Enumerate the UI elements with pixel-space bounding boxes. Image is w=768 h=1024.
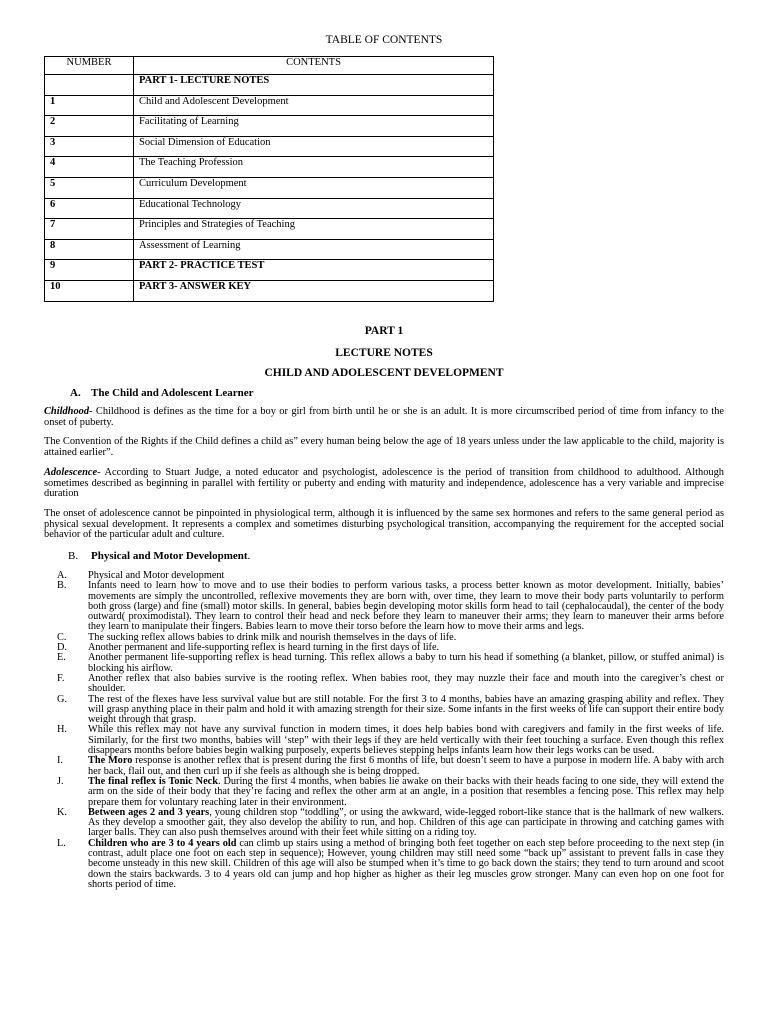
- list-item-marker: K.: [57, 806, 68, 818]
- toc-row-title: Educational Technology: [134, 198, 494, 219]
- toc-row: [45, 95, 494, 116]
- childhood-paragraph: [44, 407, 724, 428]
- toc-row-number: 9: [45, 260, 134, 281]
- list-item-text: Physical and Motor development: [88, 570, 225, 581]
- list-item-marker: H.: [57, 724, 68, 736]
- section-b-title: [91, 550, 250, 562]
- part-heading: CHILD AND ADOLESCENT DEVELOPMENT: [264, 367, 504, 379]
- section-b-title-suffix: .: [247, 550, 251, 562]
- list-item: [57, 806, 725, 839]
- list-item: [57, 755, 725, 777]
- toc-row-number: 8: [45, 239, 134, 260]
- toc-row-title: PART 1- LECTURE NOTES: [134, 75, 494, 96]
- adolescence-paragraph: [44, 468, 724, 500]
- list-item-text: Another reflex that also babies survive is the rooting reflex. When babies root, they may nuzzle their face and mouth into the caregiver’s chest or shoulder.: [88, 672, 724, 695]
- list-item: [57, 672, 724, 695]
- toc-title: TABLE OF CONTENTS: [325, 34, 443, 46]
- list-item: [57, 652, 724, 674]
- section-a-marker: A.: [70, 387, 81, 399]
- part-subtitle: LECTURE NOTES: [335, 347, 433, 359]
- toc-header-contents: CONTENTS: [134, 57, 494, 75]
- toc-row: [45, 177, 494, 198]
- adolescence-text: - According to Stuart Judge, a noted educator and psychologist, adolescence is the period of transition from childhood to adulthood. Although sometimes described as beginning in parallel with fertility or puberty and ending with maturity and independence, adolescence has a very variable and imprecise duration: [44, 467, 724, 500]
- toc-row-title: Assessment of Learning: [134, 239, 494, 260]
- childhood-term: Childhood: [44, 406, 90, 417]
- toc-row: [45, 239, 494, 260]
- list-item-marker: G.: [57, 693, 68, 705]
- list-item-text: While this reflex may not have any survival function in modern times, it does help babies bond with caregivers and family in the first weeks of life. Similarly, for the first two months, babies will ‘step” with their legs if they are held vertically with their feet touching a surface. Even though this reflex disappears months before babies begin walking purposely, experts believes stepping helps infants learn how their legs works can be used.: [88, 724, 724, 757]
- toc-row-title: The Teaching Profession: [134, 157, 494, 178]
- toc-row-number: 7: [45, 219, 134, 240]
- toc-row: [45, 136, 494, 157]
- onset-paragraph: The onset of adolescence cannot be pinpointed in physiological term, although it is influenced by the same sex hormones and refers to the same general period as physical sexual development. It represents a complex and sometimes disturbing psychological transition, accompanying the requirement for the accepted social behavior of the particular adult and culture.: [44, 508, 724, 541]
- list-item-marker: B.: [57, 580, 67, 592]
- list-item-text: The rest of the flexes have less survival value but are still notable. For the first 3 to 4 months, babies have an amazing grasping ability and reflex. They will grasp anything place in their palm and hold it with amazing strength for their size. Some infants in the first weeks of life can support their entire body weight through that grasp.: [88, 693, 724, 726]
- toc-row-title: PART 3- ANSWER KEY: [134, 280, 494, 301]
- toc-row: [45, 116, 494, 137]
- list-item-marker: D.: [57, 642, 68, 654]
- toc-row-number: 4: [45, 157, 134, 178]
- list-item: [57, 693, 724, 726]
- list-item-marker: A.: [57, 570, 68, 581]
- childhood-text: - Childhood is defines as the time for a boy or girl from birth until he or she is an adult. It is more circumscribed period of time from infancy to the onset of puberty.: [44, 406, 724, 428]
- list-item-marker: J.: [57, 775, 64, 787]
- list-item-marker: C.: [57, 631, 67, 643]
- toc-row-number: 3: [45, 136, 134, 157]
- toc-row-number: 10: [45, 280, 134, 301]
- list-item-lead: The Moro: [88, 755, 133, 767]
- list-item-marker: I.: [57, 755, 64, 767]
- toc-row: [45, 75, 494, 96]
- part-label: PART 1: [364, 325, 404, 337]
- section-b-marker: B.: [68, 550, 79, 562]
- toc-header-number: NUMBER: [45, 57, 134, 75]
- toc-table: [44, 56, 494, 302]
- list-item-marker: F.: [57, 672, 65, 684]
- motor-development-list: [57, 570, 725, 890]
- list-item-marker: L.: [57, 837, 66, 849]
- toc-row-title: Facilitating of Learning: [134, 116, 494, 137]
- toc-row-title: PART 2- PRACTICE TEST: [134, 260, 494, 281]
- list-item-text: response is another reflex that is present during the first 6 months of life, but doesn’t seem to have a purpose in modern life. A baby with arch her back, flail out, and then curl up if she feels as although she is being dropped.: [88, 755, 725, 777]
- list-item-lead: Children who are 3 to 4 years old: [88, 837, 237, 849]
- toc-header-row: [45, 57, 494, 75]
- list-item: [57, 775, 724, 808]
- list-item-text: The sucking reflex allows babies to drink milk and nourish themselves in the days of life.: [88, 631, 457, 643]
- adolescence-term: Adolescence: [44, 467, 98, 478]
- toc-row-title: Principles and Strategies of Teaching: [134, 219, 494, 240]
- list-item-lead: The final reflex is Tonic Neck: [88, 775, 218, 787]
- list-item: [57, 580, 724, 633]
- toc-row: [45, 219, 494, 240]
- toc-row-number: 6: [45, 198, 134, 219]
- list-item-text: Another permanent and life-supporting reflex is heard turning in the first days of life.: [88, 642, 440, 654]
- list-item-text: . During the first 4 months, when babies lie awake on their backs with their heads facing to one side, they will extend the arm on the side of their body that they’re facing and reflex the other arm at an angle, in a position that resembles a fencing pose. This reflex may help prepare them for voluntary reaching later in their environment.: [88, 775, 724, 808]
- toc-row-number: 5: [45, 177, 134, 198]
- list-item: [57, 724, 724, 757]
- toc-row-title: Child and Adolescent Development: [134, 95, 494, 116]
- list-item-text: Another permanent life-supporting reflex is head turning. This reflex allows a baby to turn his head if something (a blanket, pillow, or stuffed animal) is blocking his airflow.: [88, 652, 724, 674]
- toc-row: [45, 198, 494, 219]
- toc-row-title: Curriculum Development: [134, 177, 494, 198]
- list-item-marker: E.: [57, 652, 66, 664]
- toc-row: [45, 260, 494, 281]
- toc-row-title: Social Dimension of Education: [134, 136, 494, 157]
- toc-row-number: [45, 75, 134, 96]
- list-item-lead: Between ages 2 and 3 years: [88, 806, 210, 818]
- section-b-title-text: Physical and Motor Development: [91, 550, 248, 562]
- list-item-text: Infants need to learn how to move and to use their bodies to perform various tasks, a process better known as motor development. Initially, babies’ movements are simply the uncontrolled, reflexive movements they are born with, over time, they learn to move their body parts voluntarily to perform both gross (large) and fine (small) motor skills. In general, babies begin developing motor skills form head to tail (cephalocaudal), the center of the body outward( proximodistal). They learn to control their head and neck before they learn to maneuver their arms; they learn to maneuver their arms before they learn to manipulate their fingers. Babies learn to move their torso before the learn how to move their arms and legs.: [88, 580, 724, 633]
- list-item-text: , young children stop “toddling”, or using the awkward, wide-legged robort-like stance that is the hallmark of new walkers. As they develop a smoother gait, they also develop the ability to run, and hop. Children of this age can participate in throwing and catching games with larger balls. They can also push themselves around with their feet while sitting on a riding toy.: [88, 806, 725, 839]
- toc-row: [45, 280, 494, 301]
- toc-row: [45, 157, 494, 178]
- toc-row-number: 1: [45, 95, 134, 116]
- section-a-title: The Child and Adolescent Learner: [91, 387, 254, 399]
- list-item-text: can climb up stairs using a method of bringing both feet together on each step before proceeding to the next step (in contrast, adult place one foot on each step in sequence); However, young children may still need some “back up” assistant to prevent falls in case they become unsteady in this new skill. Children of this age will also be stumped when it’s time to go back down the stairs; they tend to turn around and scoot down the stairs backwards. 3 to 4 years old can jump and hop higher as higher as their leg muscles grow stronger. Many can even hop on one foot for shorts period of time.: [88, 837, 724, 890]
- list-item: [57, 837, 724, 890]
- convention-paragraph: The Convention of the Rights if the Child defines a child as” every human being below the age of 18 years unless under the law applicable to the child, majority is attained earlier”.: [44, 436, 724, 458]
- toc-row-number: 2: [45, 116, 134, 137]
